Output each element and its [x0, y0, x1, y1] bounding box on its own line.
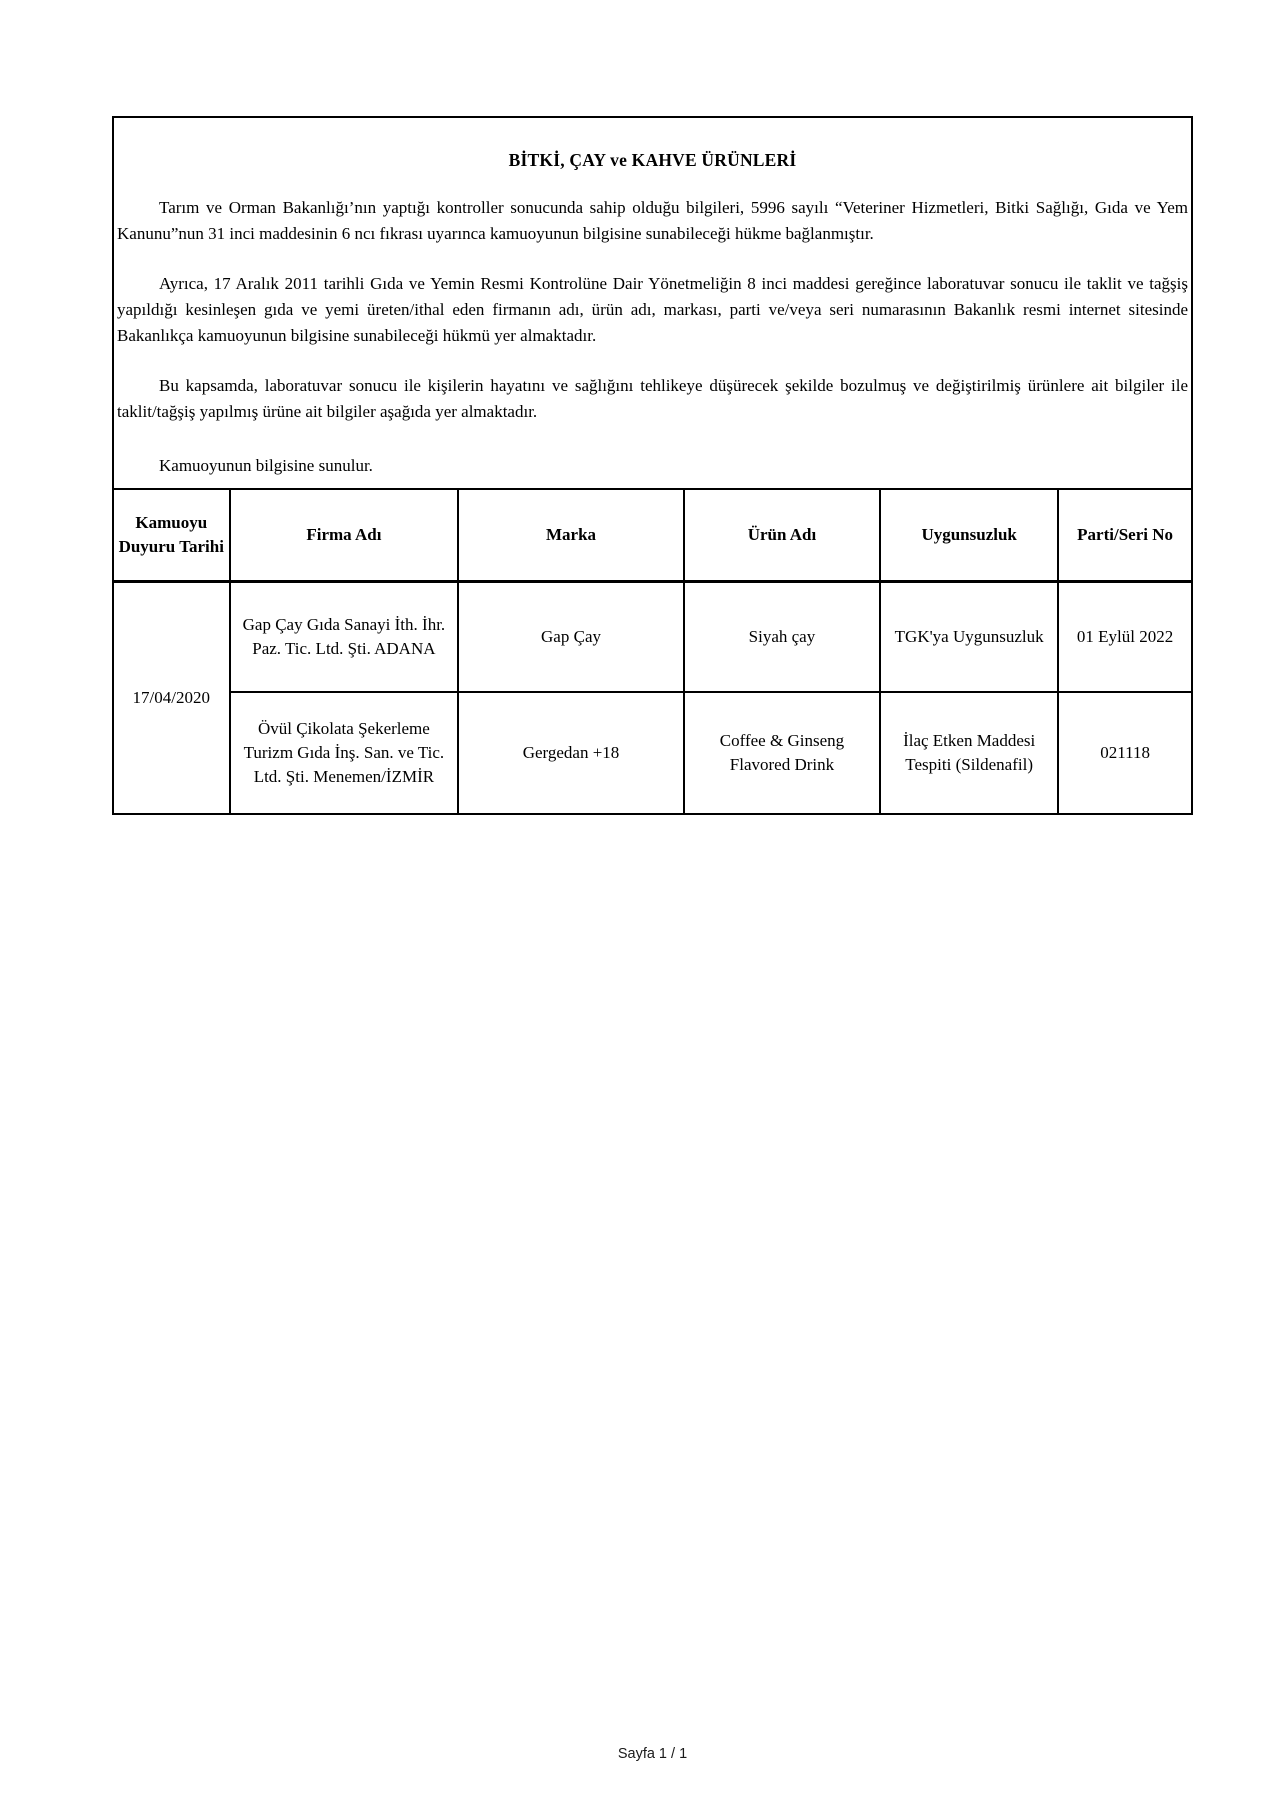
header-urun-adi: Ürün Adı: [684, 489, 880, 582]
cell-parti-seri-no: 01 Eylül 2022: [1058, 582, 1192, 693]
cell-firma-adi: Övül Çikolata Şekerleme Turizm Gıda İnş. San. ve Tic. Ltd. Şti. Menemen/İZMİR: [230, 692, 459, 814]
table-row: [113, 582, 1192, 693]
announcement-box: [112, 116, 1193, 488]
cell-firma-adi: Gap Çay Gıda Sanayi İth. İhr. Paz. Tic. Ltd. Şti. ADANA: [230, 582, 459, 693]
header-duyuru-tarihi: Kamuoyu Duyuru Tarihi: [113, 489, 230, 582]
cell-urun-adi: Siyah çay: [684, 582, 880, 693]
cell-uygunsuzluk: İlaç Etken Maddesi Tespiti (Sildenafil): [880, 692, 1058, 814]
table-row: [113, 692, 1192, 814]
products-table: [112, 488, 1193, 815]
document-content: [112, 116, 1193, 815]
paragraph-legal-basis: Tarım ve Orman Bakanlığı’nın yaptığı kontroller sonucunda sahip olduğu bilgileri, 5996 sayılı “Veteriner Hizmetleri, Bitki Sağlığı, Gıda ve Yem Kanunu”nun 31 inci maddesinin 6 ncı fıkrası uyarınca kamuoyunun bilgisine sunabileceği hükme bağlanmıştır.: [117, 198, 1188, 243]
cell-duyuru-tarihi: 17/04/2020: [113, 582, 230, 815]
cell-uygunsuzluk: TGK'ya Uygunsuzluk: [880, 582, 1058, 693]
cell-marka: Gergedan +18: [458, 692, 684, 814]
document-title: BİTKİ, ÇAY ve KAHVE ÜRÜNLERİ: [508, 150, 797, 170]
cell-urun-adi: Coffee & Ginseng Flavored Drink: [684, 692, 880, 814]
header-firma-adi: Firma Adı: [230, 489, 459, 582]
paragraph-scope: Bu kapsamda, laboratuvar sonucu ile kişilerin hayatını ve sağlığını tehlikeye düşürecek şekilde bozulmuş ve değiştirilmiş ürünlere ait bilgiler ile taklit/tağşiş yapılmış ürüne ait bilgiler aşağıda yer almaktadır.: [117, 376, 1188, 421]
closing-line: Kamuoyunun bilgisine sunulur.: [159, 456, 373, 475]
cell-parti-seri-no: 021118: [1058, 692, 1192, 814]
page-footer: Sayfa 1 / 1: [617, 1746, 688, 1762]
cell-marka: Gap Çay: [458, 582, 684, 693]
paragraph-regulation: Ayrıca, 17 Aralık 2011 tarihli Gıda ve Yemin Resmi Kontrolüne Dair Yönetmeliğin 8 inci maddesi gereğince laboratuvar sonucu ile taklit ve tağşiş yapıldığı kesinleşen gıda ve yemi üreten/ithal eden firmanın adı, ürün adı, markası, parti ve/veya seri numarasının Bakanlık resmi internet sitesinde Bakanlıkça kamuoyunun bilgisine sunabileceği hükmü yer almaktadır.: [117, 274, 1188, 345]
header-marka: Marka: [458, 489, 684, 582]
header-uygunsuzluk: Uygunsuzluk: [880, 489, 1058, 582]
table-header-row: [113, 489, 1192, 582]
header-parti-seri-no: Parti/Seri No: [1058, 489, 1192, 582]
